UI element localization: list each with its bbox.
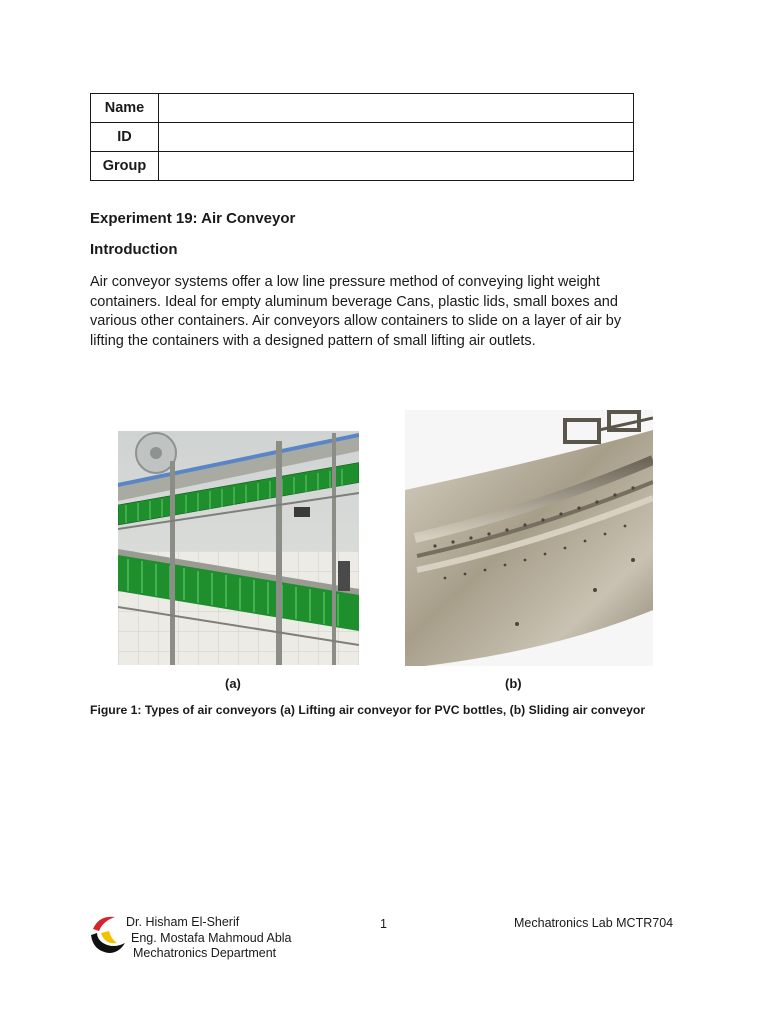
figure-caption: Figure 1: Types of air conveyors (a) Lifting air conveyor for PVC bottles, (b) Sliding air conveyor <box>90 703 646 717</box>
introduction-heading: Introduction <box>90 241 178 258</box>
figure-b-label: (b) <box>505 676 522 691</box>
name-value[interactable] <box>159 94 634 123</box>
course-label: Mechatronics Lab MCTR704 <box>514 916 674 930</box>
figure-a-label: (a) <box>225 676 241 691</box>
footer-author-1: Dr. Hisham El-Sherif <box>126 915 240 929</box>
id-label: ID <box>91 123 159 152</box>
footer-author-2: Eng. Mostafa Mahmoud Abla <box>131 930 292 945</box>
footer-authors <box>126 915 292 962</box>
name-label: Name <box>91 94 159 123</box>
table-row <box>91 94 634 123</box>
figure-b-sliding-conveyor-photo <box>405 410 653 666</box>
group-value[interactable] <box>159 152 634 181</box>
introduction-paragraph: Air conveyor systems offer a low line pressure method of conveying light weight containers. Ideal for empty aluminum beverage Cans, plastic lids, small boxes and various other containers. Air conveyors allow containers to slide on a layer of air by lifting the containers with a designed pattern of small lifting air outlets. <box>90 274 622 349</box>
table-row <box>91 152 634 181</box>
table-row <box>91 123 634 152</box>
experiment-title: Experiment 19: Air Conveyor <box>90 210 296 227</box>
id-value[interactable] <box>159 123 634 152</box>
figure-a-lifting-conveyor-photo <box>118 431 359 665</box>
student-info-table <box>90 93 634 181</box>
footer-department: Mechatronics Department <box>133 946 277 960</box>
group-label: Group <box>91 152 159 181</box>
page-number: 1 <box>380 917 387 931</box>
